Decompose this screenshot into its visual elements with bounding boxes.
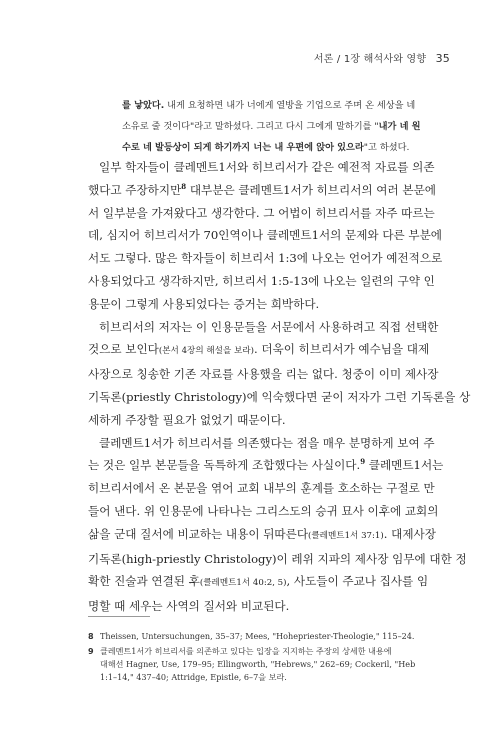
body-line: 히브리서의 저자는 이 인용문들을 서문에서 사용하려고 직접 선택한 bbox=[99, 319, 439, 334]
quote-text: "고 하셨다. bbox=[363, 142, 410, 153]
quote-bold-text: 를 낳았다. bbox=[122, 100, 165, 111]
running-header bbox=[314, 50, 450, 65]
body-line bbox=[88, 570, 429, 595]
quote-bold-text: 내가 네 원 bbox=[378, 121, 421, 132]
footnotes bbox=[88, 630, 424, 686]
body-line: 기독론(high-priestly Christology)이 레위 지파의 제사장 임무에 대한 정 bbox=[88, 551, 467, 566]
body-text-span: . 더욱이 히브리서가 예수님을 대제 bbox=[253, 342, 430, 357]
body-text-span: 확한 진술과 연결된 후 bbox=[88, 574, 200, 589]
body-line: 서도 그렇다. 많은 학자들이 히브리서 1:3에 나오는 언어가 예전적으로 bbox=[88, 251, 443, 266]
body-text-span: 것으로 보인다 bbox=[88, 342, 159, 357]
inline-reference: (클레멘트1서 40:2, 5) bbox=[199, 578, 287, 589]
body-text-span: 삶을 군대 질서에 비교하는 내용이 뒤따른다 bbox=[88, 526, 309, 541]
body-line: 히브리서에서 온 본문을 엮어 교회 내부의 훈계를 호소하는 구절로 만 bbox=[88, 481, 435, 496]
running-title: 서론 / 1장 해석사와 영향 bbox=[313, 54, 427, 65]
footnote-ref-8[interactable]: 8 bbox=[181, 181, 187, 191]
quote-bold-text: 수로 네 발등상이 되게 하기까지 너는 내 우편에 앉아 있으라 bbox=[122, 142, 364, 153]
body-line: 용문이 그렇게 사용되었다는 증거는 희박하다. bbox=[88, 296, 320, 311]
footnote-line: 1:1–14," 437–40; Attridge, Epistle, 6–7을 보라. bbox=[100, 672, 287, 682]
footnote-8 bbox=[88, 630, 424, 643]
body-line: 명할 때 세우는 사역의 질서와 비교된다. bbox=[88, 599, 290, 614]
body-line: 기독론(priestly Christology)에 익숙했다면 굳이 저자가 그런 기독론을 상 bbox=[88, 389, 471, 404]
body-line: 클레멘트1서가 히브리서를 의존했다는 점을 매우 분명하게 보여 주 bbox=[99, 435, 435, 450]
body-line bbox=[88, 523, 436, 548]
inline-reference: (클레멘트1서 37:1) bbox=[308, 530, 384, 541]
footnote-number: 9 bbox=[88, 646, 94, 656]
body-line: 세하게 주장할 필요가 없었기 때문이다. bbox=[88, 412, 286, 427]
body-line: 들어 낸다. 위 인용문에 나타나는 그리스도의 승귀 묘사 이후에 교회의 bbox=[88, 503, 439, 518]
footnote-line: Theissen, Untersuchungen, 35–37; Mees, "Hohepriester-Theologie," 115–24. bbox=[100, 631, 415, 641]
body-line: 사용되었다고 생각하지만, 히브리서 1:5-13에 나오는 일련의 구약 인 bbox=[88, 273, 435, 288]
quote-line bbox=[122, 116, 421, 137]
page-number: 35 bbox=[435, 52, 450, 65]
quote-text: 소유로 줄 것이다"라고 말하셨다. 그리고 다시 그에게 말하기를 " bbox=[122, 121, 379, 132]
body-line: 서 일부분을 가져왔다고 생각한다. 그 어법이 히브리서를 자주 따르는 bbox=[88, 205, 435, 220]
body-line: 일부 학자들이 클레멘트1서와 히브리서가 같은 예전적 자료를 의존 bbox=[99, 160, 435, 174]
body-line bbox=[88, 179, 436, 202]
body-text-span: , 사도들이 주교나 집사를 임 bbox=[286, 574, 429, 589]
body-line bbox=[88, 454, 444, 477]
body-text-span: 대부분은 클레멘트1서가 히브리서의 여러 본문에 bbox=[186, 182, 436, 197]
body-line: 사장으로 칭송한 기존 자료를 사용했을 리는 없다. 청중이 이미 제사장 bbox=[88, 367, 439, 382]
footnote-9 bbox=[88, 645, 424, 684]
body-line bbox=[88, 338, 430, 363]
footnote-line: 대해선 Hagner, Use, 179–95; Ellingworth, "Hebrews," 262–69; Cockeril, "Heb bbox=[100, 659, 416, 669]
inline-reference: (본서 4장의 해설을 보라) bbox=[158, 346, 254, 357]
footnote-number: 8 bbox=[88, 631, 94, 641]
block-quote bbox=[122, 95, 421, 158]
quote-text: 내게 요청하면 내가 너에게 열방을 기업으로 주며 온 세상을 네 bbox=[164, 100, 416, 111]
body-text-span: 클레멘트1서는 bbox=[365, 458, 444, 473]
footnote-divider bbox=[88, 616, 150, 617]
body-text bbox=[88, 156, 471, 618]
footnote-line: 클레멘트1서가 히브리서를 의존하고 있다는 입장을 지지하는 주장의 상세한 내용에 bbox=[100, 646, 392, 656]
body-line: 데, 심지어 히브리서가 70인역이나 클레멘트1서의 문제와 다른 부분에 bbox=[88, 228, 443, 243]
body-text-span: 는 것은 일부 본문들을 독특하게 조합했다는 사실이다. bbox=[88, 458, 361, 473]
quote-line bbox=[122, 95, 416, 116]
body-text-span: . 대제사장 bbox=[383, 526, 436, 541]
footnote-ref-9[interactable]: 9 bbox=[360, 457, 366, 467]
body-text-span: 했다고 주장하지만 bbox=[88, 182, 182, 197]
quote-line bbox=[122, 137, 410, 158]
